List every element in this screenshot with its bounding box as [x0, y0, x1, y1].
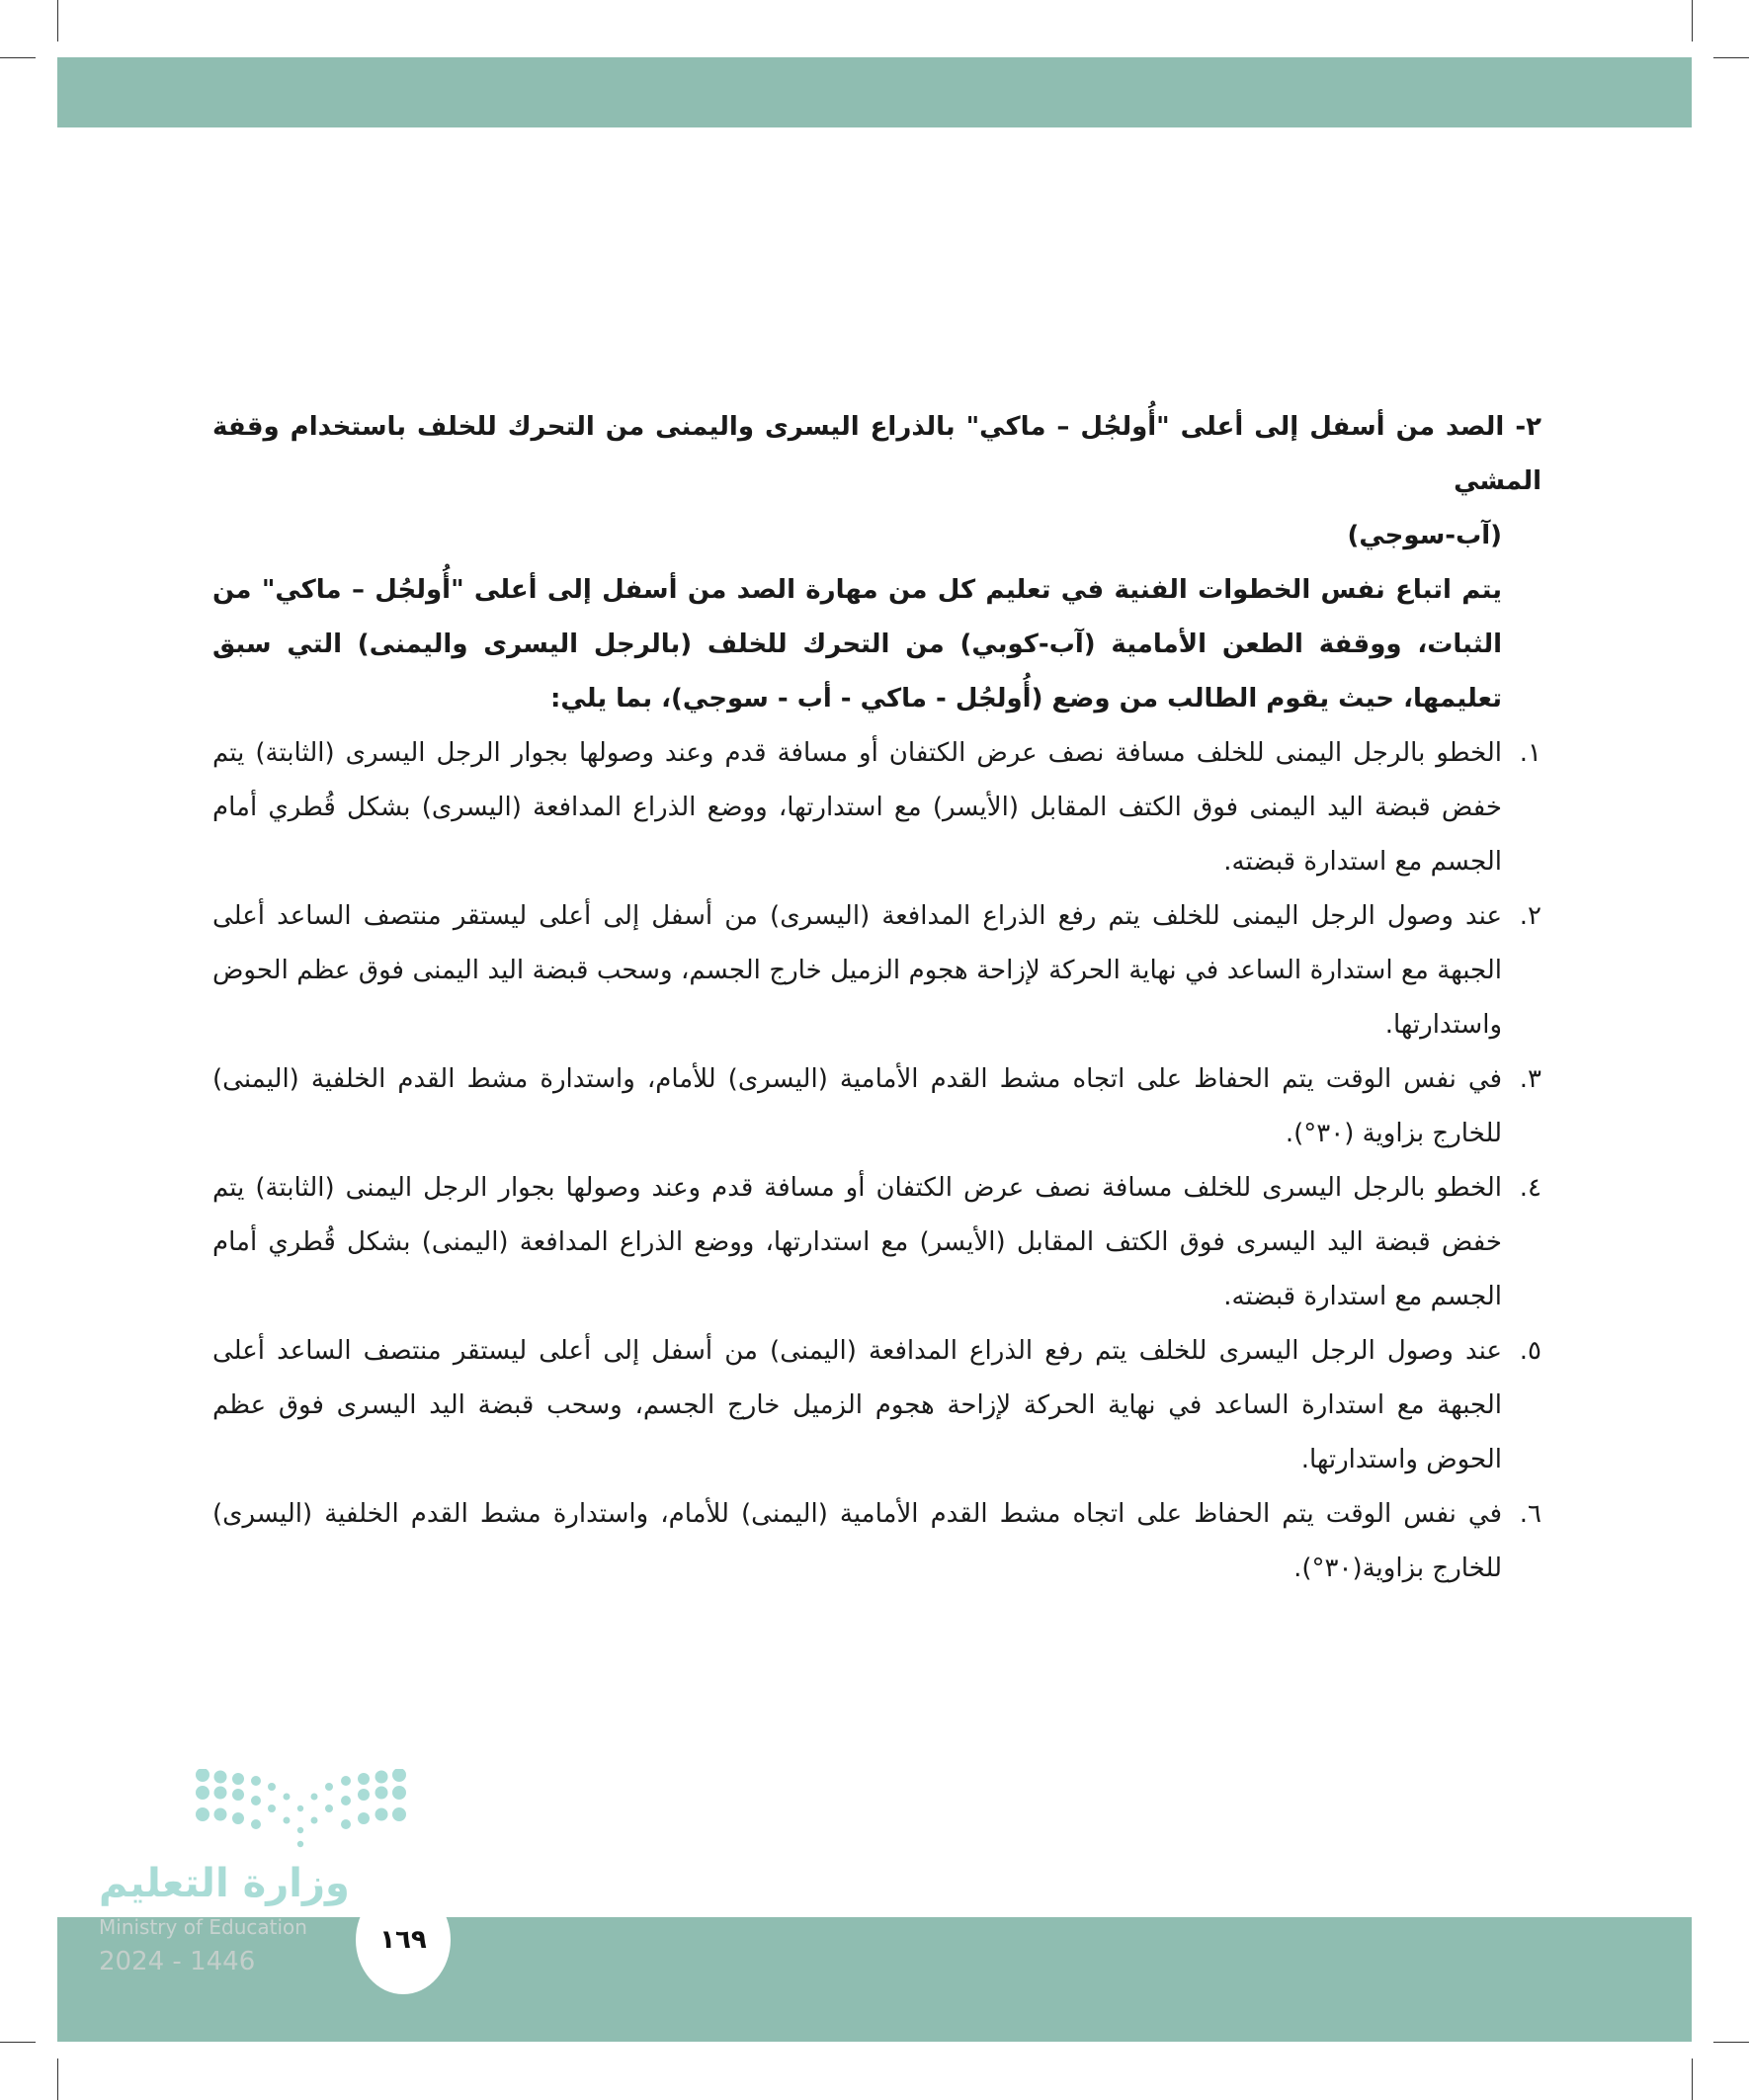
logo-dot: [297, 1827, 303, 1833]
logo-dot: [358, 1789, 370, 1801]
step-number: ١.: [1519, 738, 1541, 768]
logo-dot: [268, 1783, 276, 1791]
list-item: [212, 1487, 1541, 1596]
step-number: ٦.: [1519, 1499, 1541, 1529]
logo-dot: [196, 1769, 209, 1782]
list-item: [212, 1324, 1541, 1487]
logo-dot: [214, 1771, 227, 1784]
list-item: [212, 1052, 1541, 1161]
crop-mark: [0, 57, 36, 58]
crop-mark: [1692, 0, 1693, 42]
logo-dot: [251, 1776, 261, 1786]
page-content: [212, 400, 1541, 1596]
list-item: [212, 1161, 1541, 1324]
logo-dot: [232, 1789, 244, 1801]
logo-year-text: 2024 - 1446: [99, 1947, 256, 1976]
page-number-text: ١٦٩: [379, 1925, 427, 1955]
step-number: ٥.: [1519, 1336, 1541, 1366]
logo-dot: [196, 1786, 209, 1800]
logo-dot: [375, 1808, 388, 1821]
logo-dot: [392, 1786, 406, 1800]
crop-mark: [1713, 57, 1749, 58]
heading-line-1: ٢- الصد من أسفل إلى أعلى "أُولجُل – ماكي" بالذراع اليسرى واليمنى من التحرك للخلف باستخدام وقفة المشي: [212, 412, 1541, 496]
logo-dot: [311, 1817, 318, 1824]
section-heading: [212, 400, 1541, 563]
logo-dot: [214, 1808, 227, 1821]
logo-dot: [251, 1819, 261, 1829]
logo-dot: [325, 1805, 333, 1812]
logo-dot: [297, 1806, 303, 1811]
logo-dot: [196, 1807, 209, 1821]
step-text: في نفس الوقت يتم الحفاظ على اتجاه مشط القدم الأمامية (اليمنى) للأمام، واستدارة مشط القدم الخلفية (اليسرى) للخارج بزاوية(٣٠°).: [212, 1499, 1502, 1583]
step-number: ٢.: [1519, 901, 1541, 931]
crop-mark: [1692, 2058, 1693, 2100]
logo-dot: [341, 1776, 351, 1786]
logo-dot: [375, 1771, 388, 1784]
logo-dot: [268, 1805, 276, 1812]
step-text: في نفس الوقت يتم الحفاظ على اتجاه مشط القدم الأمامية (اليسرى) للأمام، واستدارة مشط القدم الخلفية (اليمنى) للخارج بزاوية (٣٠°).: [212, 1064, 1502, 1148]
header-band: [57, 57, 1692, 127]
logo-dot: [284, 1817, 291, 1824]
logo-dot: [232, 1812, 244, 1824]
logo-arabic-text: وزارة التعليم: [99, 1861, 350, 1906]
logo-dot: [251, 1796, 261, 1806]
step-text: عند وصول الرجل اليسرى للخلف يتم رفع الذراع المدافعة (اليمنى) من أسفل إلى أعلى ليستقر منتصف الساعد أعلى الجبهة مع استدارة الساعد في نهاية الحركة لإزاحة هجوم الزميل خارج الجسم، وسحب قبضة اليد اليسرى فوق عظم الحوض واستدارتها.: [212, 1336, 1502, 1474]
crop-mark: [1713, 2042, 1749, 2043]
list-item: [212, 889, 1541, 1052]
step-text: الخطو بالرجل اليسرى للخلف مسافة نصف عرض الكتفان أو مسافة قدم وعند وصولها بجوار الرجل اليمنى (الثابتة) يتم خفض قبضة اليد اليسرى فوق الكتف المقابل (الأيسر) مع استدارتها، ووضع الذراع المدافعة (اليمنى) بشكل قُطري أمام الجسم مع استدارة قبضته.: [212, 1173, 1502, 1311]
logo-dot: [214, 1787, 227, 1800]
logo-dot: [392, 1807, 406, 1821]
step-text: عند وصول الرجل اليمنى للخلف يتم رفع الذراع المدافعة (اليسرى) من أسفل إلى أعلى ليستقر منتصف الساعد أعلى الجبهة مع استدارة الساعد في نهاية الحركة لإزاحة هجوم الزميل خارج الجسم، وسحب قبضة اليد اليمنى فوق عظم الحوض واستدارتها.: [212, 901, 1502, 1040]
logo-dot: [375, 1787, 388, 1800]
logo-dots-icon: [193, 1769, 410, 1858]
step-number: ٣.: [1519, 1064, 1541, 1094]
step-text: الخطو بالرجل اليمنى للخلف مسافة نصف عرض الكتفان أو مسافة قدم وعند وصولها بجوار الرجل اليسرى (الثابتة) يتم خفض قبضة اليد اليمنى فوق الكتف المقابل (الأيسر) مع استدارتها، ووضع الذراع المدافعة (اليسرى) بشكل قُطري أمام الجسم مع استدارة قبضته.: [212, 738, 1502, 877]
heading-line-2: (آب-سوجي): [1347, 521, 1502, 550]
logo-dot: [341, 1819, 351, 1829]
steps-list: [212, 726, 1541, 1596]
crop-mark: [57, 0, 58, 42]
crop-mark: [0, 2042, 36, 2043]
crop-mark: [57, 2058, 58, 2100]
ministry-logo: [99, 1769, 395, 1996]
logo-dot: [392, 1769, 406, 1782]
logo-dot: [341, 1796, 351, 1806]
logo-dot: [284, 1794, 291, 1801]
list-item: [212, 726, 1541, 889]
intro-paragraph: يتم اتباع نفس الخطوات الفنية في تعليم كل من مهارة الصد من أسفل إلى أعلى "أُولجُل – ماكي" من الثبات، ووقفة الطعن الأمامية (آب-كوبي) من التحرك للخلف (بالرجل اليسرى واليمنى) التي سبق تعليمها، حيث يقوم الطالب من وضع (أُولجُل - ماكي - أب - سوجي)، بما يلي:: [212, 575, 1502, 714]
logo-dot: [311, 1794, 318, 1801]
logo-english-text: Ministry of Education: [99, 1915, 307, 1939]
logo-dot: [297, 1841, 303, 1847]
logo-dot: [325, 1783, 333, 1791]
step-number: ٤.: [1519, 1173, 1541, 1203]
logo-dot: [358, 1812, 370, 1824]
logo-dot: [358, 1773, 370, 1785]
logo-dot: [232, 1773, 244, 1785]
